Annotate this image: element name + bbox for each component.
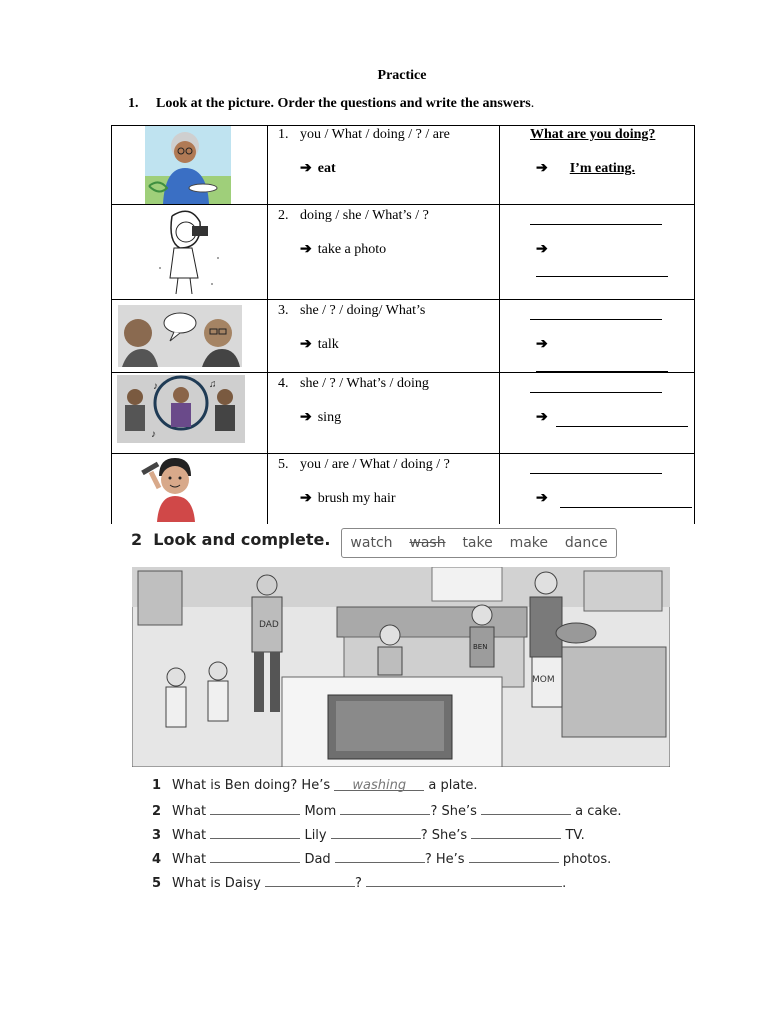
- exercise-1-number: 1.: [128, 96, 139, 111]
- sentence-text: a cake.: [575, 804, 622, 819]
- question-blank[interactable]: [530, 378, 662, 393]
- picture-cell: [112, 454, 268, 524]
- sentence-number: 3: [152, 828, 162, 843]
- answer-blank[interactable]: [536, 262, 668, 277]
- band-singer-icon: [117, 375, 245, 443]
- answer-blank[interactable]: [265, 874, 355, 887]
- sentence-text: What: [172, 852, 207, 867]
- question-number: 2.: [278, 208, 289, 223]
- svg-text:♪: ♪: [153, 381, 158, 392]
- example-answer: I’m eating.: [569, 161, 636, 176]
- scrambled-words: you / What / doing / ? / are: [300, 127, 450, 142]
- table-row: [112, 454, 695, 524]
- answer-blank[interactable]: [469, 850, 559, 863]
- answer-blank[interactable]: [560, 493, 692, 508]
- word-bank-item: dance: [564, 535, 608, 551]
- arrow-icon: ➔: [536, 410, 548, 425]
- word-bank: [341, 528, 617, 558]
- exercise-1-table: [111, 125, 695, 524]
- kitchen-scene-illustration: [132, 567, 670, 767]
- sentence-4: [152, 850, 611, 867]
- grandmother-eating-icon: [145, 126, 231, 204]
- answer-cell: [500, 205, 695, 300]
- sentence-text: .: [562, 876, 567, 891]
- sentence-2: [152, 802, 622, 819]
- arrow-icon: ➔: [300, 161, 312, 176]
- question-number: 1.: [278, 127, 289, 142]
- ben-shirt-label: BEN: [473, 643, 488, 651]
- table-row: [112, 205, 695, 300]
- arrow-icon: ➔: [536, 337, 548, 352]
- exercise-1-period: .: [530, 96, 535, 111]
- sentence-number: 5: [152, 876, 162, 891]
- answer-blank[interactable]: [536, 357, 668, 372]
- arrow-icon: ➔: [536, 491, 548, 506]
- table-row: [112, 126, 695, 205]
- arrow-icon: ➔: [300, 491, 312, 506]
- question-cell: [268, 205, 500, 300]
- scrambled-words: she / ? / What’s / doing: [300, 376, 429, 391]
- word-bank-item: make: [509, 535, 549, 551]
- table-row: [112, 373, 695, 454]
- sentence-1: [152, 778, 478, 793]
- prompt-verb: take a photo: [317, 242, 387, 257]
- arrow-icon: ➔: [536, 242, 548, 257]
- arrow-icon: ➔: [300, 410, 312, 425]
- sentence-number: 2: [152, 804, 162, 819]
- prompt-verb: sing: [317, 410, 342, 425]
- answer-cell: [500, 454, 695, 524]
- arrow-icon: ➔: [300, 242, 312, 257]
- question-number: 5.: [278, 457, 289, 472]
- prompt-verb: talk: [317, 337, 339, 352]
- question-cell: [268, 454, 500, 524]
- answer-blank[interactable]: [366, 874, 562, 887]
- exercise-1-text: Look at the picture. Order the questions and write the answers: [156, 96, 531, 111]
- sentence-number: 1: [152, 778, 162, 793]
- sentence-text: ? She’s: [420, 828, 468, 843]
- page-title: Practice: [377, 68, 427, 83]
- sentence-text: What: [172, 804, 207, 819]
- question-cell: [268, 126, 500, 205]
- exercise-2-heading: [131, 530, 330, 549]
- svg-text:♫: ♫: [209, 379, 217, 390]
- answer-blank[interactable]: [210, 802, 300, 815]
- answer-filled: washing: [334, 778, 424, 791]
- picture-cell: [112, 373, 268, 454]
- sentence-3: [152, 826, 585, 843]
- question-number: 4.: [278, 376, 289, 391]
- sentence-5: [152, 874, 566, 891]
- picture-cell: [112, 126, 268, 205]
- question-number: 3.: [278, 303, 289, 318]
- answer-cell: [500, 300, 695, 373]
- sentence-text: TV.: [565, 828, 585, 843]
- answer-blank[interactable]: [340, 802, 430, 815]
- question-blank[interactable]: [530, 305, 662, 320]
- example-question: What are you doing?: [530, 127, 656, 142]
- sentence-number: 4: [152, 852, 162, 867]
- prompt-verb: eat: [317, 161, 336, 176]
- scrambled-words: she / ? / doing/ What’s: [300, 303, 426, 318]
- answer-cell: [500, 126, 695, 205]
- answer-blank[interactable]: [210, 850, 300, 863]
- sentence-text: ?: [355, 876, 362, 891]
- sentence-text: photos.: [562, 852, 612, 867]
- scrambled-words: you / are / What / doing / ?: [300, 457, 450, 472]
- sentence-text: What is Ben doing? He’s: [172, 778, 331, 793]
- word-bank-item-crossed: wash: [409, 535, 446, 551]
- answer-blank[interactable]: [556, 412, 688, 427]
- answer-blank[interactable]: [210, 826, 300, 839]
- sentence-text: ? He’s: [424, 852, 465, 867]
- sentence-text: ? She’s: [430, 804, 477, 819]
- sentence-text: Mom: [304, 804, 337, 819]
- exercise-2-title: Look and complete.: [153, 530, 331, 549]
- answer-blank[interactable]: [481, 802, 571, 815]
- question-cell: [268, 300, 500, 373]
- picture-cell: [112, 300, 268, 373]
- scrambled-words: doing / she / What’s / ?: [300, 208, 429, 223]
- question-cell: [268, 373, 500, 454]
- sentence-text: Dad: [304, 852, 331, 867]
- question-blank[interactable]: [530, 459, 662, 474]
- answer-blank[interactable]: [471, 826, 561, 839]
- sentence-text: Lily: [304, 828, 327, 843]
- question-blank[interactable]: [530, 210, 662, 225]
- mom-apron-label: MOM: [532, 675, 555, 685]
- two-women-talking-icon: [118, 305, 242, 367]
- sentence-text: What: [172, 828, 207, 843]
- sentence-text: What is Daisy: [172, 876, 261, 891]
- arrow-icon: ➔: [536, 161, 548, 176]
- arrow-icon: ➔: [300, 337, 312, 352]
- dad-shirt-label: DAD: [259, 620, 279, 630]
- answer-blank[interactable]: [335, 850, 425, 863]
- word-bank-item: take: [462, 535, 493, 551]
- exercise-2-number: 2: [131, 530, 143, 549]
- sentence-text: a plate.: [428, 778, 478, 793]
- girl-camera-icon: [150, 208, 230, 298]
- word-bank-item: watch: [350, 535, 393, 551]
- picture-cell: [112, 205, 268, 300]
- svg-text:♪: ♪: [151, 429, 156, 440]
- exercise-1-instruction: [128, 96, 534, 112]
- answer-cell: [500, 373, 695, 454]
- table-row: [112, 300, 695, 373]
- prompt-verb: brush my hair: [317, 491, 396, 506]
- boy-brushing-hair-icon: [137, 454, 207, 522]
- answer-blank[interactable]: [331, 826, 421, 839]
